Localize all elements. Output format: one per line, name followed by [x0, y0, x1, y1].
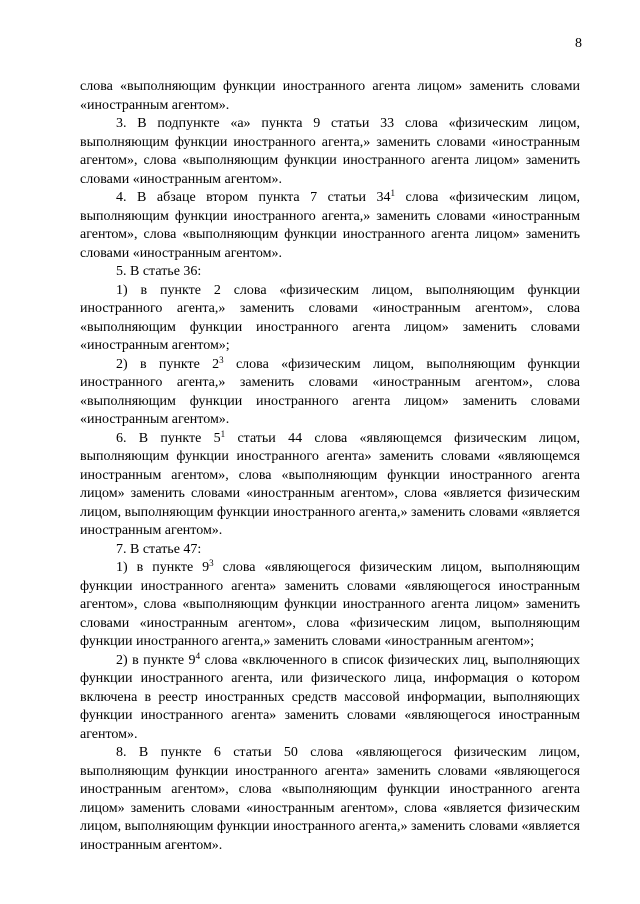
- paragraph-text: 6. В пункте 5: [116, 430, 221, 446]
- superscript: 1: [390, 188, 395, 198]
- paragraph-text: слова «являющегося физическим лицом, выполняющим функции иностранного агента» заменить словами «являющегося иностранным агентом», слова «выполняющим функции иностранного агента лицом» заменить словами «иностранным агентом», слова «физическим лицом, выполняющим функции иностранного агента,» заменить словами «иностранным агентом»;: [80, 560, 580, 649]
- page-number: 8: [575, 36, 582, 51]
- superscript: 3: [219, 354, 224, 365]
- superscript: 3: [209, 558, 214, 568]
- paragraph-text: 1) в пункте 9: [116, 560, 210, 575]
- paragraph-subitem-7-1: [80, 559, 580, 652]
- document-body: [80, 78, 580, 855]
- paragraph-item-7: 7. В статье 47:: [116, 541, 202, 557]
- paragraph-continuation: слова «выполняющим функции иностранного агента лицом» заменить словами «иностранным агентом».: [80, 79, 580, 113]
- paragraph-text: слова «включенного в список физических лиц, выполняющих функции иностранного агента, или физического лица, информация о котором включена в реестр иностранных средств массовой информации, выполняющих функции иностранного агента» заменить словами «являющегося иностранным агентом».: [80, 652, 580, 742]
- paragraph-text: 2) в пункте 2: [116, 356, 220, 372]
- paragraph-text: слова «физическим лицом, выполняющим функции иностранного агента,» заменить словами «иностранным агентом», слова «выполняющим функции иностранного агента лицом» заменить словами «иностранным агентом».: [80, 190, 580, 261]
- paragraph-text: 2) в пункте 9: [116, 652, 196, 668]
- paragraph-text: слова «физическим лицом, выполняющим функции иностранного агента,» заменить словами «иностранным агентом», слова «выполняющим функции иностранного агента лицом» заменить словами «иностранным агентом».: [80, 356, 580, 427]
- paragraph-item-3: 3. В подпункте «а» пункта 9 статьи 33 слова «физическим лицом, выполняющим функции иностранного агента,» заменить словами «иностранным агентом», слова «выполняющим функции иностранного агента лицом» заменить словами «иностранным агентом».: [80, 116, 580, 187]
- superscript: 1: [220, 428, 226, 439]
- paragraph-item-8: 8. В пункте 6 статьи 50 слова «являющегося физическим лицом, выполняющим функции иностранного агента» заменить словами «являющегося иностранным агентом», слова «выполняющим функции иностранного агента лицом» заменить словами «иностранным агентом», слова «является физическим лицом, выполняющим функции иностранного агента,» заменить словами «является иностранным агентом».: [80, 745, 580, 853]
- paragraph-text: статьи 44 слова «являющемся физическим лицом, выполняющим функции иностранного агента» заменить словами «являющемся иностранным агентом», слова «выполняющим функции иностранного агента лицом» заменить словами «иностранным агентом», слова «является физическим лицом, выполняющим функции иностранного агента,» заменить словами «является иностранным агентом».: [80, 430, 580, 538]
- paragraph-subitem-7-2: [80, 652, 580, 745]
- paragraph-item-4: [80, 189, 580, 263]
- paragraph-item-5: 5. В статье 36:: [116, 264, 202, 279]
- paragraph-subitem-5-1: 1) в пункте 2 слова «физическим лицом, выполняющим функции иностранного агента,» заменить словами «иностранным агентом», слова «выполняющим функции иностранного агента лицом» заменить словами «иностранным агентом»;: [80, 282, 580, 353]
- paragraph-subitem-5-2: [80, 356, 580, 430]
- superscript: 4: [195, 650, 201, 661]
- paragraph-text: 4. В абзаце втором пункта 7 статьи 34: [116, 190, 391, 205]
- paragraph-item-6: [80, 430, 580, 541]
